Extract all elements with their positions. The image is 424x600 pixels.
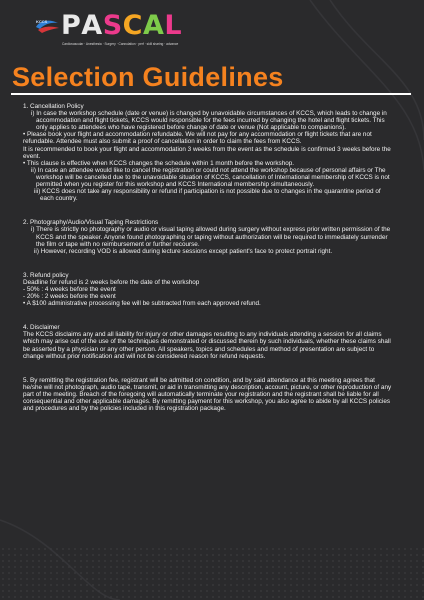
title-divider <box>11 93 411 95</box>
section-heading: 4. Disclaimer <box>23 324 60 332</box>
registration-fee-section <box>23 377 393 412</box>
section-heading: 3. Refund policy <box>23 271 69 279</box>
tagline: Cardiovascular · Anesthesia · Surgery · Cannulation · perf · skill sharing · advance <box>62 42 179 46</box>
logo-letter: A <box>142 10 165 41</box>
paragraph: - 50% : 4 weeks before the event <box>23 285 116 293</box>
kccs-label: KCCS <box>36 19 48 24</box>
paragraph: It is recommended to book your flight and accommodation 3 weeks from the event as the schedule is confirmed 3 weeks before the event. <box>23 145 391 160</box>
section-heading: 2. Photography/Audio/Visual Taping Restrictions <box>23 219 159 227</box>
logo-letter: L <box>164 10 183 41</box>
logo-letter: S <box>102 10 123 41</box>
paragraph: • Please book your flight and accommodation refundable. We will not pay for any accommodation or flight tickets that are not refundable. Attendee must also submit a proof of cancellation in order to claim the fees from KCCS. <box>23 131 372 146</box>
section-heading: 1. Cancellation Policy <box>23 103 84 110</box>
paragraph: ii) However, recording VOD is allowed during lecture sessions except patient's face to protect portrait right. <box>34 247 333 255</box>
paragraph: • A $100 administrative processing fee will be subtracted from each approved refund. <box>23 300 261 308</box>
logo-letter: A <box>81 10 103 41</box>
paragraph: i) There is strictly no photography or audio or visual taping allowed during surgery without express prior written permission of the KCCS and the speaker. Anyone found photographing or taping without authorization will be required to immediately surrender the film or tape with no reimbursement or further recourse. <box>31 226 391 248</box>
paragraph: iii) KCCS does not take any responsibility or refund if participation is not possible due to changes in the quarantine period of each country. <box>34 188 381 203</box>
photography-section <box>23 219 393 254</box>
paragraph: ii) In case an attendee would like to cancel the registration or could not attend the workshop because of personal affairs or The workshop will be cancelled due to the unavoidable situation of KCCS, cancellation of International membership of KCCS is not permitted when you register for this workshop and KCCS International membership simultaneously. <box>31 166 390 189</box>
logo-letter: C <box>122 10 143 41</box>
paragraph: The KCCS disclaims any and all liability for injury or other damages resulting to any individuals attending a session for all claims which may arise out of the use of the techniques demonstrated or discussed therein by such individuals, whether these claims shall be asserted by a physician or any other person. All speakers, topics and schedules and method of presentation are subject to change without prior notification and will not be considered reason for refund requests. <box>23 331 391 360</box>
paragraph: • This clause is effective when KCCS changes the schedule within 1 month before the workshop. <box>23 159 295 167</box>
refund-section <box>23 272 393 307</box>
paragraph: i) In case the workshop schedule (date or venue) is changed by unavoidable circumstances of KCCS, which leads to change in accommodation and flight tickets, KCCS would responsible for the fees incurred by changing the hotel and flight tickets. This only applies to attendees who have registered before change of date or venue (Not applicable to companions). <box>31 110 387 132</box>
logo-letter: P <box>61 10 82 41</box>
page-title: Selection Guidelines <box>12 62 284 92</box>
pascal-logo <box>61 10 182 41</box>
guidelines-body <box>23 103 393 423</box>
paragraph: 5. By remitting the registration fee, registrant will be admitted on condition, and by said attendance at this meeting agrees that he/she will not photograph, audio tape, transmit, or aid in transmitting any description, account, picture, or other reproduction of any part of the meeting. Breach of the foregoing will automatically terminate your registration and the registrant shall be liable for all consequential and other applicable damages. By remitting payment for this workshop, you also agree to abide by all KCCS policies and procedures and by the policies included in this registration package. <box>23 376 392 413</box>
disclaimer-section <box>23 324 393 359</box>
paragraph: - 20% : 2 weeks before the event <box>23 293 116 301</box>
paragraph: Deadline for refund is 2 weeks before the date of the workshop <box>23 278 200 286</box>
cancellation-section <box>23 103 393 202</box>
header <box>34 10 234 50</box>
